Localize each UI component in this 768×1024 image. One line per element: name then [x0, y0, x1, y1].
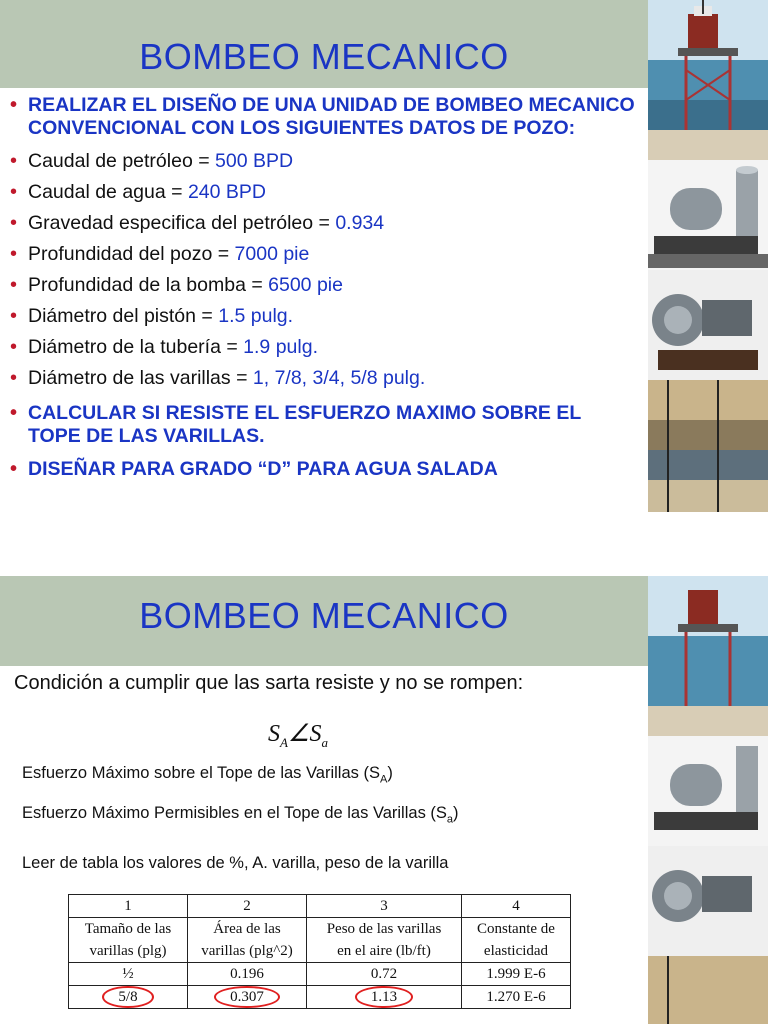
line-sub: a — [446, 813, 454, 826]
line-sub: A — [379, 773, 388, 786]
header-line: varillas (plg^2) — [201, 943, 293, 959]
side-image-strip — [648, 0, 768, 512]
list-item — [8, 301, 638, 332]
item-value: 240 BPD — [187, 181, 266, 203]
header-line: en el aire (lb/ft) — [337, 943, 431, 959]
list-item — [8, 363, 638, 394]
table-header-row — [69, 918, 571, 963]
item-label: Diámetro del pistón = — [28, 305, 219, 327]
side-illustrations — [648, 576, 768, 1024]
header-line: elasticidad — [483, 943, 549, 959]
heater-treater-image — [648, 160, 768, 270]
item-label: Caudal de agua = — [28, 181, 188, 203]
rod-properties-table — [68, 894, 571, 1009]
table-row — [69, 986, 571, 1009]
column-header — [462, 918, 571, 963]
table-cell — [69, 986, 188, 1009]
formula-right-sub: a — [321, 734, 328, 750]
table-cell — [307, 986, 462, 1009]
list-item — [8, 208, 638, 239]
column-header — [69, 918, 188, 963]
table-cell: 1.999 E-6 — [462, 963, 571, 986]
design-data-list — [8, 94, 638, 487]
table-cell: 0.196 — [188, 963, 307, 986]
highlighted-value: 1.13 — [355, 986, 413, 1008]
heater-treater-image — [648, 736, 768, 846]
item-value: 1.9 pulg. — [243, 336, 318, 358]
table-instruction: Leer de tabla los valores de %, A. varilla, peso de la varilla — [22, 854, 449, 872]
allowable-stress-line — [22, 804, 459, 825]
stress-formula — [268, 719, 328, 751]
line-close: ) — [453, 804, 459, 822]
table-number-row — [69, 895, 571, 918]
task-calculate: • CALCULAR SI RESISTE EL ESFUERZO MAXIMO SOBRE EL TOPE DE LAS VARILLAS. — [8, 402, 638, 448]
item-value: 0.934 — [335, 212, 385, 234]
list-item — [8, 177, 638, 208]
side-image-strip — [648, 576, 768, 1024]
formula-left-sub: A — [280, 734, 288, 750]
table-cell: 0.72 — [307, 963, 462, 986]
formula-operator: ∠ — [287, 721, 310, 747]
item-value: 1.5 pulg. — [218, 305, 294, 327]
offshore-platform-image — [648, 576, 768, 736]
condition-text: Condición a cumplir que las sarta resiste y no se rompen: — [14, 672, 524, 694]
item-label: Profundidad de la bomba = — [28, 274, 269, 296]
table-row — [69, 963, 571, 986]
slide-gap — [0, 512, 768, 576]
table-cell: ½ — [69, 963, 188, 986]
slide-title: BOMBEO MECANICO — [139, 595, 509, 636]
header-line: Constante de — [477, 921, 555, 937]
item-value: 6500 pie — [268, 274, 343, 296]
list-item — [8, 270, 638, 301]
side-illustrations — [648, 0, 768, 512]
column-header — [307, 918, 462, 963]
slide-2 — [0, 576, 768, 1024]
item-label: Caudal de petróleo = — [28, 150, 216, 172]
reservoir-section-image — [648, 380, 768, 512]
column-number: 3 — [307, 895, 462, 918]
line-text: Esfuerzo Máximo sobre el Tope de las Varillas (S — [22, 764, 380, 782]
list-item — [8, 332, 638, 363]
highlighted-value: 5/8 — [102, 986, 153, 1008]
column-header — [188, 918, 307, 963]
line-text: Esfuerzo Máximo Permisibles en el Tope de las Varillas (S — [22, 804, 447, 822]
offshore-platform-image — [648, 0, 768, 160]
intro-item: • REALIZAR EL DISEÑO DE UNA UNIDAD DE BOMBEO MECANICO CONVENCIONAL CON LOS SIGUIENTES DATOS DE POZO: — [8, 94, 638, 140]
header-line: varillas (plg) — [89, 943, 167, 959]
reservoir-section-image — [648, 956, 768, 1024]
header-line: Área de las — [213, 921, 281, 937]
formula-left: S — [268, 721, 280, 747]
header-line: Tamaño de las — [84, 921, 172, 937]
list-item — [8, 146, 638, 177]
item-value: 500 BPD — [215, 150, 294, 172]
column-number: 4 — [462, 895, 571, 918]
item-label: Diámetro de las varillas = — [28, 367, 253, 389]
formula-right: S — [309, 721, 322, 747]
highlighted-value: 0.307 — [214, 986, 280, 1008]
list-item — [8, 239, 638, 270]
pump-gearbox-image — [648, 270, 768, 380]
column-number: 2 — [188, 895, 307, 918]
slide-title: BOMBEO MECANICO — [139, 36, 509, 77]
item-value: 1, 7/8, 3/4, 5/8 pulg. — [252, 367, 426, 389]
header-line: Peso de las varillas — [326, 921, 442, 937]
table-cell: 1.270 E-6 — [462, 986, 571, 1009]
line-close: ) — [387, 764, 393, 782]
item-label: Diámetro de la tubería = — [28, 336, 244, 358]
item-label: Profundidad del pozo = — [28, 243, 235, 265]
table-cell — [188, 986, 307, 1009]
column-number: 1 — [69, 895, 188, 918]
item-label: Gravedad especifica del petróleo = — [28, 212, 336, 234]
max-stress-line — [22, 764, 393, 785]
task-design: • DISEÑAR PARA GRADO “D” PARA AGUA SALADA — [8, 458, 638, 481]
item-value: 7000 pie — [234, 243, 310, 265]
pump-gearbox-image — [648, 846, 768, 956]
